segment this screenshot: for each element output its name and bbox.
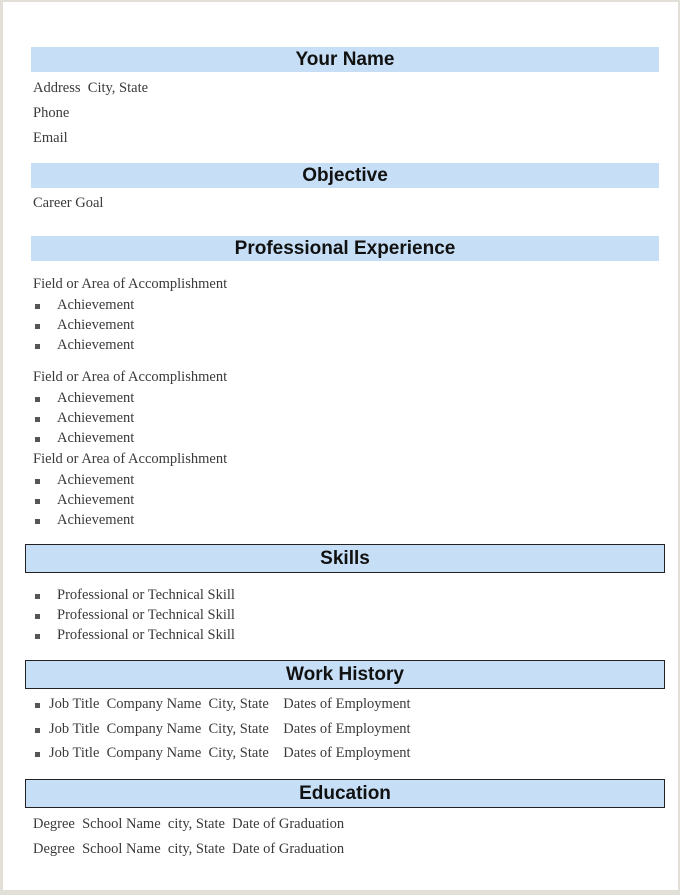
skill-item: Professional or Technical Skill [57, 607, 235, 623]
achievement-item: Achievement [57, 430, 135, 446]
bullet-icon [35, 634, 40, 639]
education-item: Degree School Name city, State Date of Graduation [33, 816, 345, 832]
education-item: Degree School Name city, State Date of Graduation [33, 841, 345, 857]
achievement-item: Achievement [57, 410, 135, 426]
bullet-icon [35, 728, 40, 733]
resume-page [3, 2, 678, 890]
work-history-header: Work History [25, 660, 665, 689]
bullet-icon [35, 499, 40, 504]
contact-email: Email [33, 130, 68, 146]
achievement-item: Achievement [57, 492, 135, 508]
bullet-icon [35, 752, 40, 757]
bullet-icon [35, 437, 40, 442]
skills-header: Skills [25, 544, 665, 573]
achievement-item: Achievement [57, 512, 135, 528]
objective-header: Objective [31, 163, 659, 188]
work-history-item: Job Title Company Name City, State Dates of Employment [49, 696, 411, 712]
bullet-icon [35, 594, 40, 599]
bullet-icon [35, 519, 40, 524]
bullet-icon [35, 304, 40, 309]
experience-field: Field or Area of Accomplishment [33, 451, 228, 467]
bullet-icon [35, 344, 40, 349]
achievement-item: Achievement [57, 472, 135, 488]
skill-item: Professional or Technical Skill [57, 627, 235, 643]
work-history-item: Job Title Company Name City, State Dates of Employment [49, 745, 411, 761]
experience-header: Professional Experience [31, 236, 659, 261]
work-history-item: Job Title Company Name City, State Dates of Employment [49, 720, 411, 737]
education-header: Education [25, 779, 665, 808]
bullet-icon [35, 417, 40, 422]
bullet-icon [35, 703, 40, 708]
contact-phone: Phone [33, 105, 70, 121]
bullet-icon [35, 397, 40, 402]
achievement-item: Achievement [57, 337, 135, 353]
name-header: Your Name [31, 47, 659, 72]
objective-text: Career Goal [33, 195, 104, 211]
experience-field: Field or Area of Accomplishment [33, 276, 228, 292]
achievement-item: Achievement [57, 390, 135, 406]
experience-field: Field or Area of Accomplishment [33, 369, 228, 385]
achievement-item: Achievement [57, 317, 135, 333]
bullet-icon [35, 324, 40, 329]
achievement-item: Achievement [57, 297, 135, 313]
bullet-icon [35, 614, 40, 619]
skill-item: Professional or Technical Skill [57, 587, 235, 603]
bullet-icon [35, 479, 40, 484]
contact-address: Address City, State [33, 80, 149, 96]
